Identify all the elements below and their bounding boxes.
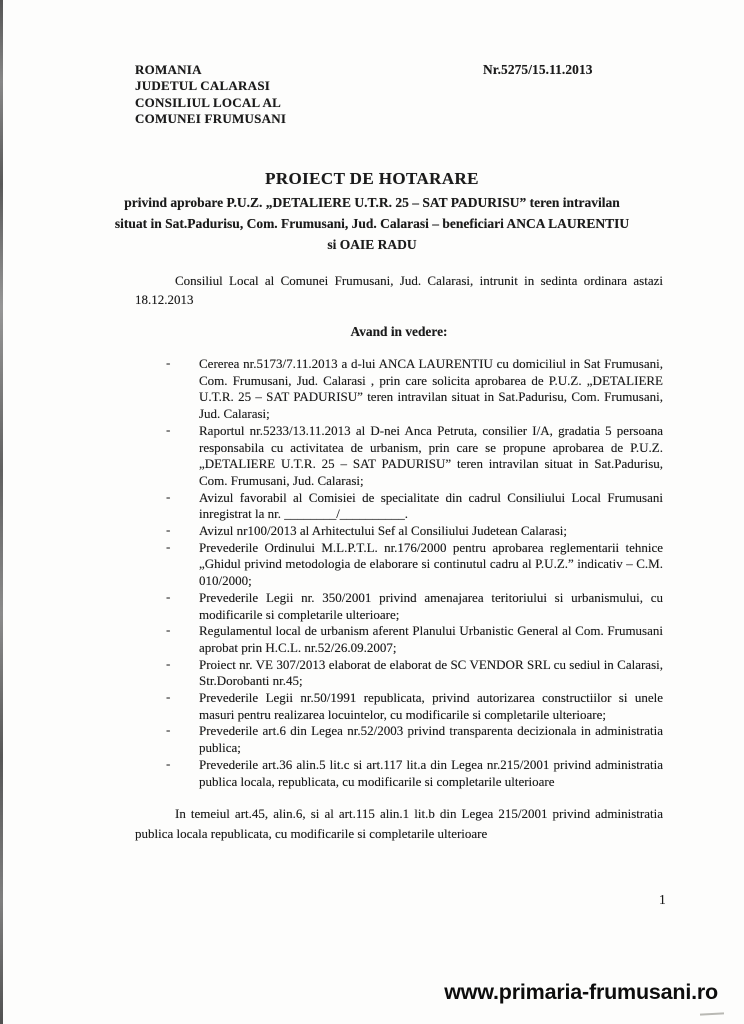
issuer-line-county: JUDETUL CALARASI bbox=[135, 78, 271, 94]
dash-marker: - bbox=[166, 355, 171, 370]
list-item bbox=[135, 623, 663, 656]
dash-marker: - bbox=[166, 488, 171, 504]
list-item-text: Prevederile Legii nr.50/1991 republicata, privind autorizarea constructiilor si unele masuri pentru realizarea locuintelor, cu modificarile si completarile ulterioare; bbox=[199, 690, 663, 722]
document-subtitle-line: situat in Sat.Padurisu, Com. Frumusani, Jud. Calarasi – beneficiari ANCA LAURENTIU bbox=[114, 215, 630, 231]
dash-marker: - bbox=[166, 538, 171, 554]
document-body bbox=[135, 271, 663, 843]
considerations-list bbox=[135, 356, 663, 790]
title-block bbox=[92, 169, 652, 255]
section-heading: Avand in vedere: bbox=[350, 324, 448, 339]
list-item-text: Regulamentul local de urbanism aferent Planului Urbanistic General al Com. Frumusani aprobat prin H.C.L. nr.52/26.09.2007; bbox=[199, 623, 663, 655]
document-title: PROIECT DE HOTARARE bbox=[265, 169, 479, 188]
list-item-text: Prevederile Legii nr. 350/2001 privind amenajarea teritoriului si urbanismului, cu modificarile si completarile ulterioare; bbox=[199, 589, 663, 622]
list-item-text: Cererea nr.5173/7.11.2013 a d-lui ANCA LAURENTIU cu domiciliul in Sat Frumusani, Com. Frumusani, Jud. Calarasi , prin care solicita aprobarea de P.U.Z. „DETALIERE U.T.R. 25 – SAT PADURISU” teren intravilan situat in Sat.Padurisu, Com. Frumusani, Jud. Calarasi; bbox=[199, 356, 663, 422]
list-item bbox=[135, 540, 663, 590]
list-item-text: Prevederile art.36 alin.5 lit.c si art.117 lit.a din Legea nr.215/2001 privind administratia publica locala, republicata, cu modificarile si completarile ulterioare bbox=[199, 756, 663, 789]
scan-corner-artifact bbox=[700, 1012, 724, 1015]
list-item bbox=[135, 356, 663, 423]
scan-edge-artifact bbox=[0, 0, 3, 1024]
dash-marker: - bbox=[166, 722, 171, 738]
list-item-text: Prevederile Ordinului M.L.P.T.L. nr.176/2000 pentru aprobarea reglementarii tehnice „Ghidul privind metodologia de elaborare si continutul cadru al P.U.Z.” indicativ – C.M. 010/2000; bbox=[199, 539, 663, 589]
list-item-text: Prevederile art.6 din Legea nr.52/2003 privind transparenta decizionala in administratia publica; bbox=[199, 723, 663, 756]
issuer-block bbox=[135, 62, 286, 127]
dash-marker: - bbox=[166, 522, 171, 538]
dash-marker: - bbox=[166, 622, 171, 638]
issuer-line-country: ROMANIA bbox=[135, 62, 202, 77]
dash-marker: - bbox=[166, 755, 171, 771]
list-item bbox=[135, 523, 663, 540]
dash-marker: - bbox=[166, 689, 171, 705]
list-item-text: Raportul nr.5233/13.11.2013 al D-nei Anca Petruta, consilier I/A, gradatia 5 persoana responsabila cu activitatea de urbanism, prin care se propune aprobarea de P.U.Z. „DETALIERE U.T.R. 25 – SAT PADURISU” teren intravilan situat in Sat.Padurisu, Com. Frumusani, Jud. Calarasi; bbox=[199, 422, 663, 488]
dash-marker: - bbox=[166, 655, 171, 671]
list-item bbox=[135, 590, 663, 623]
list-item-text: Proiect nr. VE 307/2013 elaborat de elaborat de SC VENDOR SRL cu sediul in Calarasi, Str.Dorobanti nr.45; bbox=[199, 656, 663, 689]
list-item bbox=[135, 757, 663, 790]
intro-paragraph: Consiliul Local al Comunei Frumusani, Jud. Calarasi, intrunit in sedinta ordinara astazi 18.12.2013 bbox=[135, 273, 663, 307]
document-subtitle-line: privind aprobare P.U.Z. „DETALIERE U.T.R. 25 – SAT PADURISU” teren intravilan bbox=[124, 195, 620, 210]
list-item bbox=[135, 723, 663, 756]
issuer-line-council: CONSILIUL LOCAL AL bbox=[135, 94, 282, 110]
footer-website: www.primaria-frumusani.ro bbox=[444, 980, 718, 1004]
list-item bbox=[135, 690, 663, 723]
document-registration-number: Nr.5275/15.11.2013 bbox=[483, 62, 593, 77]
document-subtitle-line: si OAIE RADU bbox=[327, 236, 417, 252]
dash-marker: - bbox=[166, 588, 171, 604]
list-item bbox=[135, 490, 663, 523]
list-item bbox=[135, 657, 663, 690]
closing-paragraph: In temeiul art.45, alin.6, si al art.115 alin.1 lit.b din Legea 215/2001 privind administratia publica locala republicata, cu modificarile si completarile ulterioare bbox=[135, 806, 663, 841]
list-item-text: Avizul favorabil al Comisiei de specialitate din cadrul Consiliului Local Frumusani inregistrat la nr. ________/__________. bbox=[199, 489, 663, 522]
page-number: 1 bbox=[659, 892, 666, 907]
dash-marker: - bbox=[166, 421, 171, 437]
list-item bbox=[135, 423, 663, 490]
list-item-text: Avizul nr100/2013 al Arhitectului Sef al Consiliului Judetean Calarasi; bbox=[199, 523, 568, 539]
issuer-line-commune: COMUNEI FRUMUSANI bbox=[135, 110, 287, 126]
